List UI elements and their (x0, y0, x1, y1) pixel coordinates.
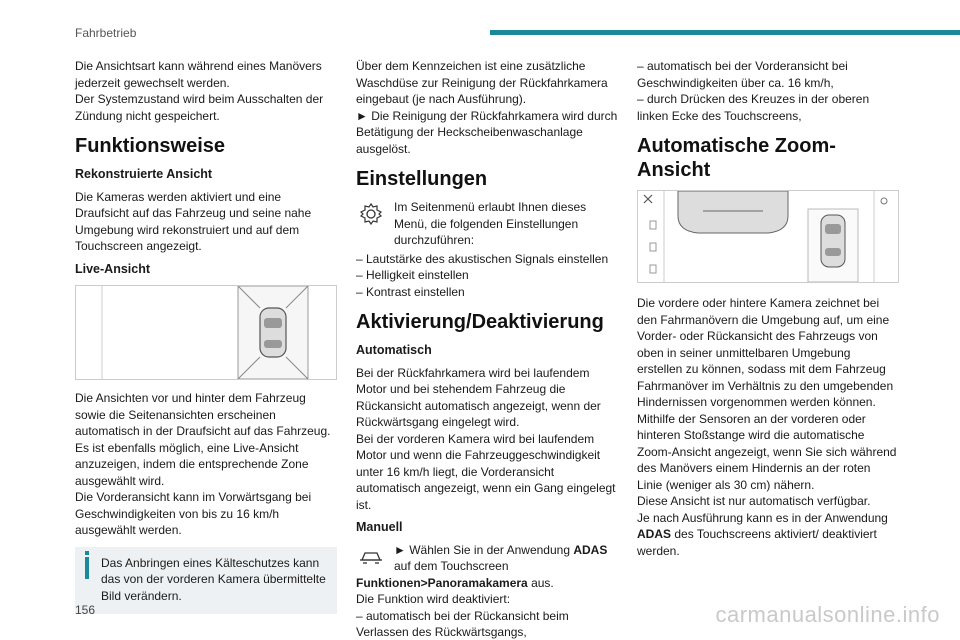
column-2 (356, 58, 618, 640)
zoom-view-illustration (637, 190, 899, 283)
heading-aktivierung: Aktivierung/Deaktivierung (356, 311, 604, 333)
text: Die Ansichtsart kann während eines Manövers jederzeit gewechselt werden. (75, 59, 322, 90)
info-icon-bar (85, 557, 89, 579)
paragraph (394, 542, 618, 575)
camera-view-graphic (76, 286, 336, 379)
column-1 (75, 58, 337, 614)
text: Die Ansichten vor und hinter dem Fahrzeug sowie die Seitenansichten erscheinen automatisch in der Draufsicht auf das Fahrzeug. (75, 391, 331, 438)
heading-zoom-ansicht: Automatische Zoom-Ansicht (637, 135, 836, 181)
settings-row (356, 199, 618, 249)
paragraph: Die Funktion wird deaktiviert: (356, 592, 511, 606)
column-3 (637, 58, 899, 559)
heading-automatisch: Automatisch (356, 343, 432, 357)
paragraph: Im Seitenmenü erlaubt Ihnen dieses Menü, die folgenden Einstellungen durchzuführen: (394, 200, 587, 247)
text: ► Wählen Sie in der Anwendung (394, 542, 574, 557)
paragraph (356, 58, 618, 157)
car-icon (356, 542, 388, 572)
text: Der Systemzustand wird beim Ausschalten der Zündung nicht gespeichert. (75, 92, 324, 123)
text: auf dem Touchscreen (394, 559, 509, 573)
text: Bei der Rückfahrkamera wird bei laufendem Motor und bei stehendem Fahrzeug die Rückansicht automatisch angezeigt, wenn der Rückwärtsgang eingelegt wird. (356, 365, 601, 429)
list-item: – Helligkeit einstellen (356, 268, 469, 282)
text: Über dem Kennzeichen ist eine zusätzliche Waschdüse zur Reinigung der Rückfahrkamera eingebaut (je nach Ausführung). (356, 59, 608, 106)
paragraph (356, 575, 618, 592)
list-item: – automatisch bei der Rückansicht beim Verlassen des Rückwärtsgangs, (356, 608, 569, 639)
menu-path: Funktionen>Panoramakamera (356, 575, 528, 590)
list-item: – automatisch bei der Vorderansicht bei Geschwindigkeiten über ca. 16 km/h, (637, 59, 848, 90)
paragraph (356, 365, 618, 514)
text: Die Vorderansicht kann im Vorwärtsgang bei Geschwindigkeiten von bis zu 16 km/h ausgewählt werden. (75, 490, 312, 537)
info-text: Das Anbringen eines Kälteschutzes kann das von der vorderen Kamera übermittelte Bild verändern. (101, 555, 326, 603)
list-item: – Lautstärke des akustischen Signals einstellen (356, 251, 609, 266)
heading-live-ansicht: Live-Ansicht (75, 261, 151, 276)
text: Bei der vorderen Kamera wird bei laufendem Motor und wenn die Fahrzeuggeschwindigkeit unter 16 km/h liegt, die Vorderansicht automatisch angezeigt, wenn ein Gang eingelegt ist. (356, 431, 616, 512)
text: des Touchscreens aktiviert/ deaktiviert werden. (637, 527, 877, 558)
page-number: 156 (75, 603, 96, 617)
text: aus. (527, 575, 554, 590)
paragraph (75, 58, 337, 124)
paragraph (75, 390, 337, 539)
heading-manuell: Manuell (356, 520, 403, 534)
text: Mithilfe der Sensoren an der vorderen oder hinteren Stoßstange wird die automatische Zoom-Ansicht angezeigt, wenn Sie sich während des Manövers einem Hindernis an der roten Linie (weniger als 30 cm) nähern. (637, 411, 897, 492)
heading-funktionsweise: Funktionsweise (75, 135, 226, 157)
gear-icon (356, 199, 388, 229)
close-icon (644, 195, 652, 203)
list-item: – durch Drücken des Kreuzes in der oberen linken Ecke des Touchscreens, (637, 92, 870, 123)
header-accent-bar (490, 30, 960, 35)
section-header: Fahrbetrieb (75, 26, 137, 40)
heading-rekonstruierte-ansicht: Rekonstruierte Ansicht (75, 167, 213, 181)
gear-icon (881, 198, 887, 204)
adas-label: ADAS (637, 527, 672, 541)
text: Diese Ansicht ist nur automatisch verfügbar. (637, 494, 871, 508)
text: Es ist ebenfalls möglich, eine Live-Ansicht anzuzeigen, indem die entsprechende Zone ausgewählt wird. (75, 440, 309, 488)
settings-list (356, 251, 618, 301)
paragraph (637, 295, 899, 559)
info-note (75, 547, 337, 615)
heading-einstellungen: Einstellungen (356, 168, 488, 190)
adas-label: ADAS (573, 542, 608, 557)
paragraph: Die Kameras werden aktiviert und eine Draufsicht auf das Fahrzeug und seine nahe Umgebung wird rekonstruiert und auf dem Touchscreen angezeigt. (75, 189, 312, 253)
text: Je nach Ausführung kann es in der Anwendung (637, 510, 888, 525)
watermark: carmanualsonline.info (715, 602, 940, 627)
zoom-view-graphic (638, 191, 898, 282)
list-item: – Kontrast einstellen (356, 284, 465, 299)
text: ► Die Reinigung der Rückfahrkamera wird durch Betätigung der Heckscheibenwaschanlage ausgelöst. (356, 108, 618, 156)
manual-row (356, 542, 618, 575)
text: Die vordere oder hintere Kamera zeichnet bei den Fahrmanövern die Umgebung auf, um eine Vorder- oder Rückansicht des Fahrzeugs von oben in seiner unmittelbaren Umgebung erstellen zu können, sodass mit dem Fahrzeug Fahrmanöver im Verhältnis zu den umgebenden Hindernissen vorgenommen werden können. (637, 296, 894, 409)
live-view-illustration (75, 285, 337, 380)
info-icon (85, 551, 89, 555)
